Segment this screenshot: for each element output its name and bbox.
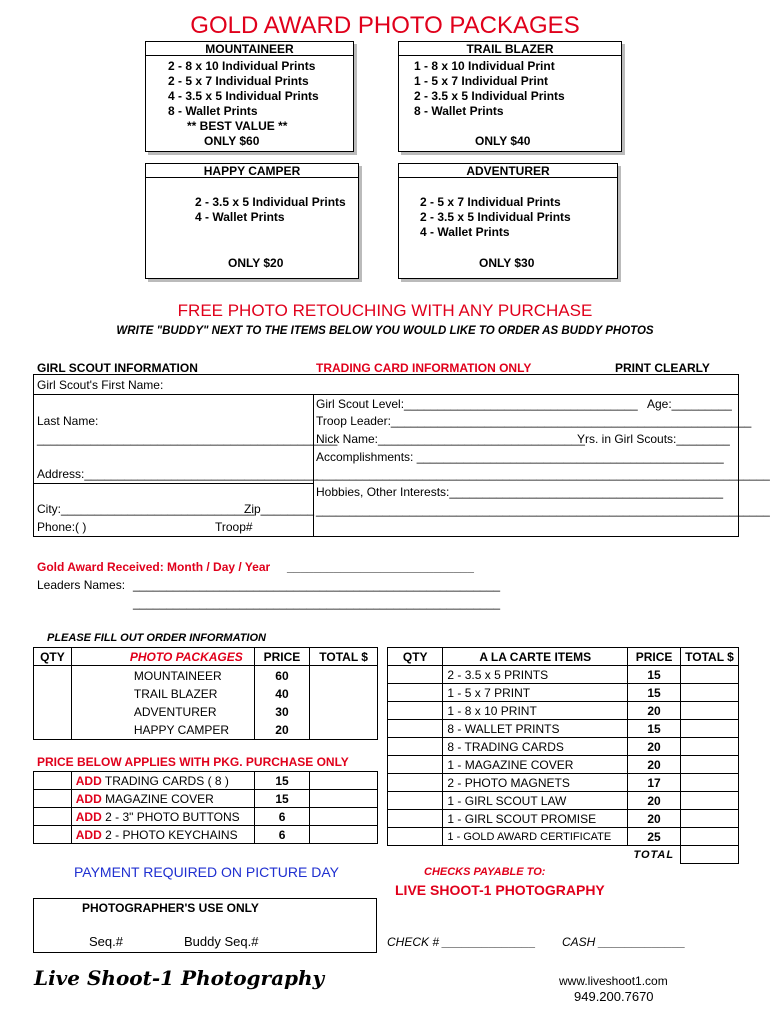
phone-number: 949.200.7670 — [574, 989, 654, 1004]
alacarte-order-table — [387, 647, 739, 864]
last-name-field[interactable]: Last Name: — [37, 414, 99, 428]
alacarte-price: 15 — [628, 720, 681, 738]
alacarte-item: 2 - PHOTO MAGNETS — [443, 774, 628, 792]
payment-note: PAYMENT REQUIRED ON PICTURE DAY — [74, 864, 339, 880]
alacarte-price: 20 — [628, 756, 681, 774]
nick-name-field[interactable]: Nick Name:_______________________________ — [316, 432, 585, 446]
alacarte-total-input[interactable] — [680, 720, 738, 738]
hobbies-field[interactable]: Hobbies, Other Interests:_________________________________________ — [316, 485, 724, 499]
age-field[interactable]: Age:_________ — [647, 397, 732, 411]
alacarte-total-input[interactable] — [680, 756, 738, 774]
zip-field[interactable]: Zip________ — [244, 502, 315, 516]
package-row-price: 40 — [275, 687, 289, 701]
package-row-price: 20 — [275, 723, 289, 737]
package-name: TRAIL BLAZER — [399, 42, 621, 56]
alacarte-item: 8 - TRADING CARDS — [443, 738, 628, 756]
alacarte-item: 2 - 3.5 x 5 PRINTS — [443, 666, 628, 684]
alacarte-price: 20 — [628, 810, 681, 828]
total-input[interactable] — [310, 666, 378, 740]
alacarte-total-input[interactable] — [680, 774, 738, 792]
alacarte-price: 25 — [628, 828, 681, 846]
addon-name: TRADING CARDS ( 8 ) — [104, 773, 229, 788]
buddy-note: WRITE "BUDDY" NEXT TO THE ITEMS BELOW YOU WOULD LIKE TO ORDER AS BUDDY PHOTOS — [116, 325, 654, 337]
addon-total-input[interactable] — [310, 772, 378, 790]
package-row-price: 30 — [275, 705, 289, 719]
leaders-label: Leaders Names: — [37, 578, 126, 592]
price-header: PRICE — [254, 648, 310, 666]
seq-label: Seq.# — [89, 934, 123, 949]
alacarte-item: 1 - GIRL SCOUT LAW — [443, 792, 628, 810]
add-label: ADD — [75, 791, 102, 806]
alacarte-qty-input[interactable] — [388, 792, 443, 810]
package-name: HAPPY CAMPER — [146, 164, 358, 178]
package-row-name: ADVENTURER — [133, 705, 217, 719]
qty-input[interactable] — [34, 666, 72, 740]
alacarte-total-input[interactable] — [680, 702, 738, 720]
addon-name: 2 - 3" PHOTO BUTTONS — [105, 809, 240, 824]
alacarte-item: 1 - MAGAZINE COVER — [443, 756, 628, 774]
addon-total-input[interactable] — [310, 826, 378, 844]
package-name: ADVENTURER — [399, 164, 617, 178]
alacarte-item: 1 - 8 x 10 PRINT — [443, 702, 628, 720]
troop-field[interactable]: Troop# — [215, 520, 253, 534]
add-label: ADD — [75, 827, 102, 842]
addon-name: 2 - PHOTO KEYCHAINS — [105, 827, 238, 842]
check-number-field[interactable]: CHECK # ______________ — [387, 935, 536, 949]
first-name-field[interactable]: Girl Scout's First Name: — [37, 378, 164, 392]
package-row-name: MOUNTAINEER — [133, 669, 222, 683]
package-line: 2 - 3.5 x 5 Individual Prints — [414, 89, 565, 103]
print-clearly-label: PRINT CLEARLY — [615, 361, 710, 375]
package-line: 8 - Wallet Prints — [414, 104, 504, 118]
package-price: ONLY $40 — [475, 134, 531, 148]
addon-price: 6 — [254, 808, 310, 826]
add-label: ADD — [75, 773, 102, 788]
package-line: 1 - 8 x 10 Individual Print — [414, 59, 555, 73]
alacarte-total-input[interactable] — [680, 684, 738, 702]
package-line: 2 - 3.5 x 5 Individual Prints — [195, 195, 346, 209]
addon-price: 15 — [254, 790, 310, 808]
alacarte-total-input[interactable] — [680, 666, 738, 684]
package-name: MOUNTAINEER — [146, 42, 353, 56]
package-price: ONLY $30 — [479, 256, 535, 270]
hobbies-line: ____________________________________________________________________ — [316, 503, 770, 517]
checks-payable-label: CHECKS PAYABLE TO: — [424, 866, 546, 878]
total-label: TOTAL — [633, 848, 675, 861]
alacarte-item: 1 - 5 x 7 PRINT — [443, 684, 628, 702]
package-line: 8 - Wallet Prints — [168, 104, 258, 118]
phone-field[interactable]: Phone:( ) — [37, 520, 87, 534]
qty-header: QTY — [34, 648, 72, 666]
website-link[interactable]: www.liveshoot1.com — [559, 974, 668, 988]
package-line: 4 - Wallet Prints — [195, 210, 285, 224]
alacarte-qty-input[interactable] — [388, 810, 443, 828]
alacarte-qty-input[interactable] — [388, 720, 443, 738]
gold-award-date-line[interactable]: ____________________________ — [287, 560, 474, 574]
package-line: 2 - 5 x 7 Individual Prints — [168, 74, 309, 88]
troop-leader-field[interactable]: Troop Leader:______________________________________________________ — [316, 414, 752, 428]
addon-qty-input[interactable] — [34, 790, 72, 808]
page-title: GOLD AWARD PHOTO PACKAGES — [190, 12, 580, 39]
trading-card-header: TRADING CARD INFORMATION ONLY — [316, 361, 532, 375]
alacarte-header: A LA CARTE ITEMS — [443, 648, 628, 666]
addon-name: MAGAZINE COVER — [105, 791, 214, 806]
addon-qty-input[interactable] — [34, 772, 72, 790]
package-line: 4 - Wallet Prints — [420, 225, 510, 239]
package-order-table — [33, 647, 378, 740]
city-field[interactable]: City:_____________________________ — [37, 502, 255, 516]
package-line: 2 - 5 x 7 Individual Prints — [420, 195, 561, 209]
buddy-seq-label: Buddy Seq.# — [184, 934, 259, 949]
alacarte-qty-input[interactable] — [388, 666, 443, 684]
cash-field[interactable]: CASH _____________ — [562, 935, 686, 949]
addon-price: 6 — [254, 826, 310, 844]
alacarte-qty-input[interactable] — [388, 702, 443, 720]
leaders-line-2[interactable]: _______________________________________________________ — [133, 596, 501, 610]
package-line: 2 - 8 x 10 Individual Prints — [168, 59, 316, 73]
alacarte-total-input[interactable] — [680, 738, 738, 756]
photographer-use-title: PHOTOGRAPHER'S USE ONLY — [82, 901, 259, 915]
addon-total-input[interactable] — [310, 790, 378, 808]
alacarte-total-input[interactable] — [680, 792, 738, 810]
price-header: PRICE — [628, 648, 681, 666]
alacarte-price: 20 — [628, 702, 681, 720]
package-row-name: TRAIL BLAZER — [133, 687, 218, 701]
package-box-trail-blazer — [398, 41, 622, 152]
level-field[interactable]: Girl Scout Level:___________________________________ — [316, 397, 638, 411]
alacarte-qty-input[interactable] — [388, 738, 443, 756]
alacarte-qty-input[interactable] — [388, 828, 443, 846]
alacarte-qty-input[interactable] — [388, 684, 443, 702]
addon-note: PRICE BELOW APPLIES WITH PKG. PURCHASE ONLY — [37, 755, 349, 769]
addon-order-table — [33, 771, 378, 844]
years-field[interactable]: Yrs. in Girl Scouts:________ — [577, 432, 730, 446]
package-line: 2 - 3.5 x 5 Individual Prints — [420, 210, 571, 224]
fill-out-note: PLEASE FILL OUT ORDER INFORMATION — [47, 632, 266, 644]
package-line: 1 - 5 x 7 Individual Print — [414, 74, 549, 88]
accomplishments-field[interactable]: Accomplishments: ______________________________________________ — [316, 450, 724, 464]
addon-qty-input[interactable] — [34, 826, 72, 844]
grand-total-input[interactable] — [680, 846, 738, 864]
package-line: 4 - 3.5 x 5 Individual Prints — [168, 89, 319, 103]
package-price: ONLY $20 — [228, 256, 284, 270]
last-name-line: _____________________________________________ — [37, 432, 338, 446]
alacarte-price: 15 — [628, 684, 681, 702]
alacarte-qty-input[interactable] — [388, 756, 443, 774]
package-box-adventurer — [398, 163, 618, 279]
alacarte-qty-input[interactable] — [388, 774, 443, 792]
best-value: ** BEST VALUE ** — [187, 119, 288, 133]
alacarte-total-input[interactable] — [680, 828, 738, 846]
total-header: TOTAL $ — [310, 648, 378, 666]
total-header: TOTAL $ — [680, 648, 738, 666]
alacarte-item: 1 - GIRL SCOUT PROMISE — [443, 810, 628, 828]
alacarte-item: 1 - GOLD AWARD CERTIFICATE — [443, 828, 628, 846]
alacarte-price: 17 — [628, 774, 681, 792]
add-label: ADD — [75, 809, 102, 824]
package-price: ONLY $60 — [204, 134, 260, 148]
package-box-mountaineer — [145, 41, 354, 152]
qty-header: QTY — [388, 648, 443, 666]
company-logo: Live Shoot-1 Photography — [34, 966, 325, 990]
alacarte-price: 20 — [628, 738, 681, 756]
girl-scout-info-header: GIRL SCOUT INFORMATION — [37, 361, 198, 375]
addon-price: 15 — [254, 772, 310, 790]
gold-award-label: Gold Award Received: Month / Day / Year — [37, 560, 271, 574]
leaders-line-1[interactable]: _______________________________________________________ — [133, 578, 501, 592]
alacarte-total-input[interactable] — [680, 810, 738, 828]
alacarte-price: 15 — [628, 666, 681, 684]
addon-total-input[interactable] — [310, 808, 378, 826]
addon-qty-input[interactable] — [34, 808, 72, 826]
package-row-price: 60 — [275, 669, 289, 683]
photo-packages-header: PHOTO PACKAGES — [71, 648, 254, 666]
company-name: LIVE SHOOT-1 PHOTOGRAPHY — [395, 882, 605, 898]
accomplishments-line: ____________________________________________________________________ — [316, 467, 770, 481]
package-row-name: HAPPY CAMPER — [133, 723, 229, 737]
alacarte-item: 8 - WALLET PRINTS — [443, 720, 628, 738]
alacarte-price: 20 — [628, 792, 681, 810]
address-field[interactable]: Address:___________________________________ — [37, 467, 318, 481]
package-box-happy-camper — [145, 163, 359, 279]
free-retouch-banner: FREE PHOTO RETOUCHING WITH ANY PURCHASE — [177, 301, 593, 320]
